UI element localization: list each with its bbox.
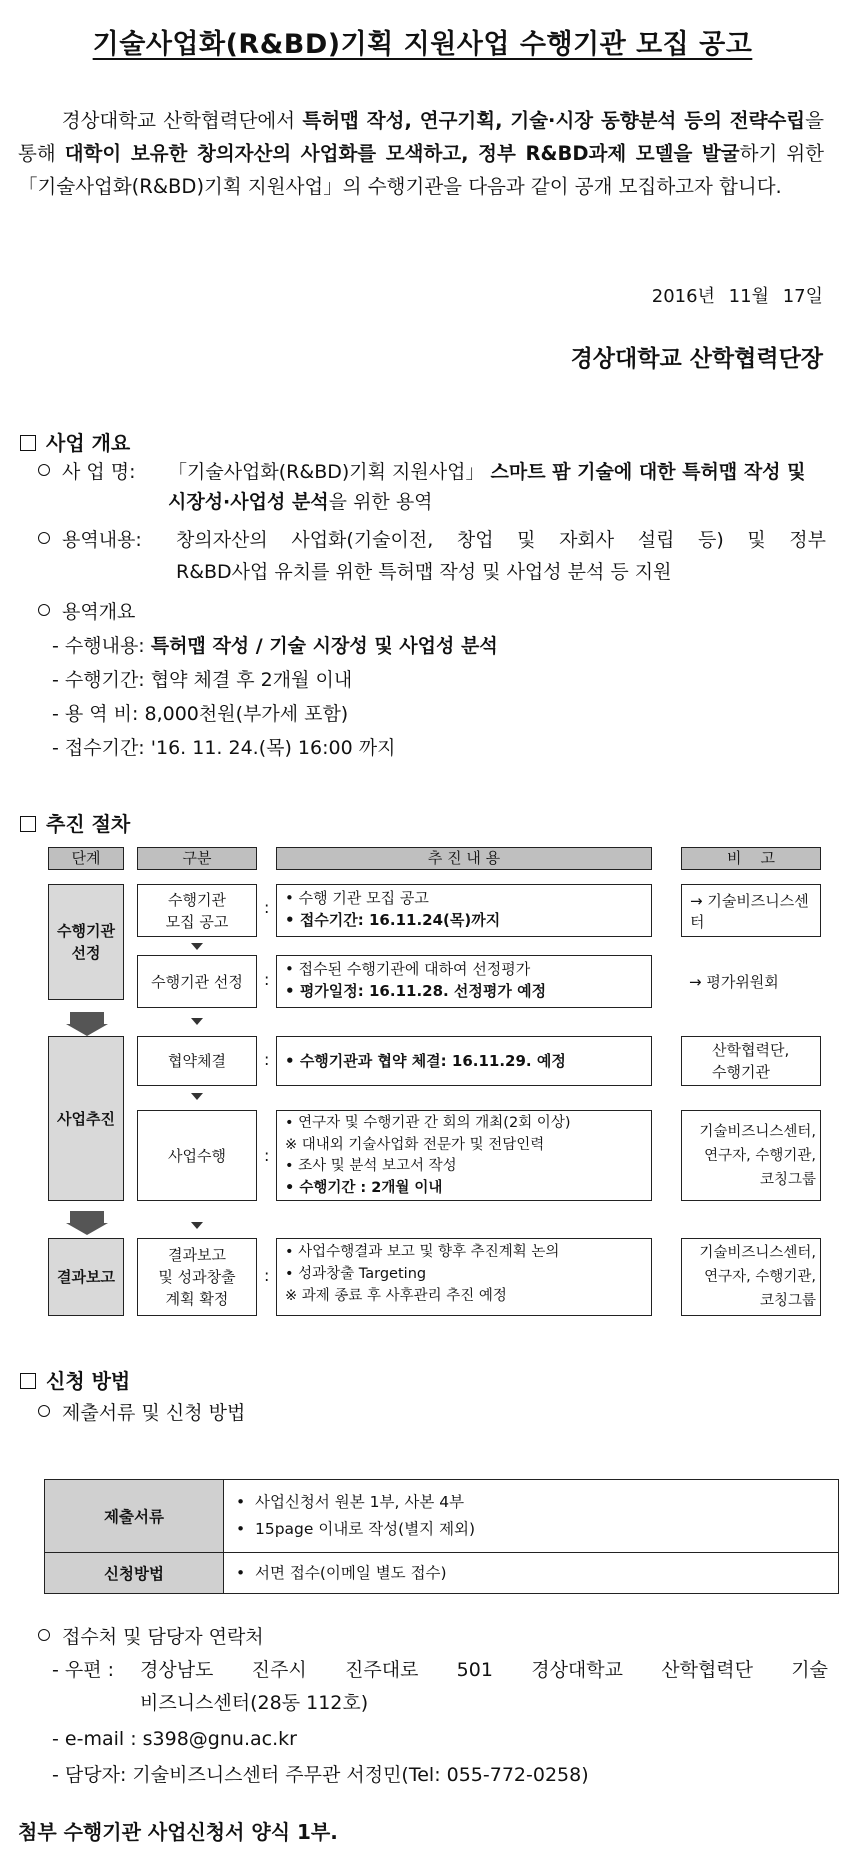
project-name-value bbox=[168, 457, 828, 517]
content-line: • 접수기간: 16.11.24(목)까지 bbox=[285, 911, 501, 929]
content-line: • 접수된 수행기관에 대하여 선정평가 bbox=[285, 960, 531, 978]
checkbox-square-icon bbox=[20, 435, 36, 451]
table-cell bbox=[224, 1553, 839, 1594]
stage-selection: 수행기관 선정 bbox=[48, 884, 124, 1000]
note-result: 기술비즈니스센터, 연구자, 수행기관, 코칭그룹 bbox=[681, 1238, 821, 1316]
intro-text-3: 하기 위한 「기술사업화(R&BD)기획 지원사업」의 수행기관을 다음과 같이 공개 모집하고자 합니다. bbox=[18, 142, 825, 198]
content-line: • 사업수행결과 보고 및 향후 추진계획 논의 bbox=[285, 1244, 560, 1260]
circle-bullet-icon bbox=[38, 532, 50, 544]
table-item-text: 사업신청서 원본 1부, 사본 4부 bbox=[255, 1493, 465, 1511]
table-item-text: 15page 이내로 작성(별지 제외) bbox=[255, 1520, 476, 1538]
summary-item-value: 협약 체결 후 2개월 이내 bbox=[150, 669, 353, 691]
summary-item-label: - 수행기간: bbox=[52, 669, 151, 691]
content-line: • 수행 기관 모집 공고 bbox=[285, 889, 429, 907]
colon-separator: : bbox=[264, 970, 270, 989]
category-result: 결과보고 및 성과창출 계획 확정 bbox=[137, 1238, 257, 1316]
checkbox-square-icon bbox=[20, 1373, 36, 1389]
table-item: • 15page 이내로 작성(별지 제외) bbox=[236, 1520, 476, 1538]
table-item: • 사업신청서 원본 1부, 사본 4부 bbox=[236, 1493, 465, 1511]
project-name-label: 사 업 명: bbox=[62, 461, 136, 483]
content-text: 조사 및 분석 보고서 작성 bbox=[298, 1158, 457, 1174]
contact-heading bbox=[38, 1622, 264, 1652]
intro-text-1: 경상대학교 산학협력단에서 bbox=[61, 109, 303, 132]
content-text: 평가일정: 16.11.28. 선정평가 예정 bbox=[299, 982, 547, 1000]
content-contract: • 수행기관과 협약 체결: 16.11.29. 예정 bbox=[276, 1036, 652, 1086]
circle-bullet-icon bbox=[38, 1405, 50, 1417]
checkbox-square-icon bbox=[20, 816, 36, 832]
content-text: 접수된 수행기관에 대하여 선정평가 bbox=[298, 960, 531, 978]
content-text: 접수기간: 16.11.24(목)까지 bbox=[299, 911, 501, 929]
category-select: 수행기관 선정 bbox=[137, 955, 257, 1008]
summary-item bbox=[52, 733, 395, 763]
small-down-arrow-icon bbox=[191, 1093, 203, 1100]
contact-manager: - 담당자: 기술비즈니스센터 주무관 서정민(Tel: 055-772-0258) bbox=[52, 1764, 589, 1786]
intro-bold-1: 특허맵 작성, 연구기획, 기술·시장 동향분석 등의 전략수립 bbox=[302, 109, 806, 132]
down-arrow-icon bbox=[70, 1012, 104, 1024]
header-category: 구분 bbox=[137, 847, 257, 870]
stage-execution: 사업추진 bbox=[48, 1036, 124, 1201]
summary-item-label: - 접수기간: bbox=[52, 737, 151, 759]
announcement-date: 2016년 11월 17일 bbox=[651, 286, 823, 307]
content-result bbox=[276, 1238, 652, 1316]
contact-heading-text: 접수처 및 담당자 연락처 bbox=[62, 1626, 264, 1648]
table-row bbox=[45, 1553, 839, 1594]
stage-result: 결과보고 bbox=[48, 1238, 124, 1316]
address-label: - 우편 : bbox=[52, 1659, 115, 1681]
content-line bbox=[285, 1285, 643, 1307]
content-text: 수행 기관 모집 공고 bbox=[298, 889, 429, 907]
section-procedure-heading bbox=[20, 808, 130, 837]
apply-sub-text: 제출서류 및 신청 방법 bbox=[62, 1402, 246, 1424]
apply-table bbox=[44, 1479, 839, 1594]
colon-separator: : bbox=[264, 1050, 270, 1069]
content-line bbox=[285, 1135, 643, 1157]
table-cell bbox=[224, 1480, 839, 1553]
service-content-row bbox=[38, 525, 142, 555]
intro-text-2: 을 통해 bbox=[18, 109, 824, 165]
section-overview-title: 사업 개요 bbox=[46, 431, 131, 455]
service-summary-row bbox=[38, 597, 135, 627]
section-overview-heading bbox=[20, 427, 130, 456]
category-contract: 협약체결 bbox=[137, 1036, 257, 1086]
summary-item-label: - 수행내용: bbox=[52, 635, 151, 657]
service-content-line1: 창의자산의 사업화(기술이전, 창업 및 자회사 설립 등) 및 정부 bbox=[176, 529, 826, 551]
category-recruit: 수행기관 모집 공고 bbox=[137, 884, 257, 937]
content-execution bbox=[276, 1110, 652, 1201]
summary-item-value: 특허맵 작성 / 기술 시장성 및 사업성 분석 bbox=[150, 635, 498, 657]
service-content-label: 용역내용: bbox=[62, 529, 142, 551]
document-title: 기술사업화(R&BD)기획 지원사업 수행기관 모집 공고 bbox=[92, 29, 753, 60]
section-procedure-title: 추진 절차 bbox=[46, 812, 131, 836]
project-name-plain: 「기술사업화(R&BD)기획 지원사업」 bbox=[168, 461, 485, 483]
project-name-tail: 을 위한 용역 bbox=[328, 491, 433, 513]
content-text: 성과창출 Targeting bbox=[298, 1266, 427, 1282]
table-head-cell: 신청방법 bbox=[45, 1553, 224, 1594]
table-item-text: 서면 접수(이메일 별도 접수) bbox=[255, 1563, 447, 1582]
header-stage: 단계 bbox=[48, 847, 124, 870]
colon-separator: : bbox=[264, 1146, 270, 1165]
table-row bbox=[45, 1480, 839, 1553]
small-down-arrow-icon bbox=[191, 943, 203, 950]
circle-bullet-icon bbox=[38, 1629, 50, 1641]
summary-item bbox=[52, 699, 348, 729]
apply-sub-heading bbox=[38, 1398, 245, 1428]
contact-email: - e-mail : s398@gnu.ac.kr bbox=[52, 1728, 297, 1750]
intro-bold-2: 대학이 보유한 창의자산의 사업화를 모색하고, 정부 R&BD과제 모델을 발굴 bbox=[64, 142, 740, 165]
small-down-arrow-icon bbox=[191, 1222, 203, 1229]
content-text: ※ 대내외 기술사업화 전문가 및 전담인력 bbox=[285, 1136, 545, 1153]
address-line2: 비즈니스센터(28동 112호) bbox=[140, 1692, 369, 1714]
content-line: • 연구자 및 수행기관 간 회의 개최(2회 이상) bbox=[285, 1115, 571, 1131]
section-apply-title: 신청 방법 bbox=[46, 1369, 131, 1393]
note-recruit: → 기술비즈니스센터 bbox=[681, 884, 821, 937]
summary-item bbox=[52, 631, 498, 661]
content-recruit bbox=[276, 884, 652, 937]
category-execution: 사업수행 bbox=[137, 1110, 257, 1201]
content-text: 연구자 및 수행기관 간 회의 개최(2회 이상) bbox=[298, 1115, 571, 1131]
summary-item-value: 8,000천원(부가세 포함) bbox=[144, 703, 349, 725]
circle-bullet-icon bbox=[38, 604, 50, 616]
organization-signature: 경상대학교 산학협력단장 bbox=[570, 346, 823, 372]
project-name-bold: 스마트 팜 기술에 대한 특허맵 작성 및 시장성·사업성 분석 bbox=[168, 461, 806, 513]
content-line: • 평가일정: 16.11.28. 선정평가 예정 bbox=[285, 982, 547, 1000]
down-arrow-icon bbox=[70, 1211, 104, 1223]
section-apply-heading bbox=[20, 1365, 130, 1394]
content-text: 수행기관과 협약 체결: 16.11.29. 예정 bbox=[299, 1052, 566, 1070]
content-line: • 수행기간 : 2개월 이내 bbox=[285, 1179, 443, 1196]
content-select bbox=[276, 955, 652, 1008]
content-text: ※ 과제 종료 후 사후관리 추진 예정 bbox=[285, 1288, 507, 1304]
intro-paragraph bbox=[18, 104, 824, 203]
content-line: • 성과창출 Targeting bbox=[285, 1266, 427, 1282]
summary-item bbox=[52, 665, 352, 695]
summary-item-value: '16. 11. 24.(목) 16:00 까지 bbox=[150, 737, 396, 759]
header-note: 비 고 bbox=[681, 847, 821, 870]
note-contract: 산학협력단, 수행기관 bbox=[681, 1036, 821, 1086]
note-select: → 평가위원회 bbox=[681, 955, 821, 1008]
content-text: 사업수행결과 보고 및 향후 추진계획 논의 bbox=[298, 1244, 560, 1260]
summary-item-label: - 용 역 비: bbox=[52, 703, 145, 725]
address-line1: 경상남도 진주시 진주대로 501 경상대학교 산학협력단 기술 bbox=[140, 1659, 828, 1681]
table-item: • 서면 접수(이메일 별도 접수) bbox=[236, 1563, 447, 1582]
content-line: • 조사 및 분석 보고서 작성 bbox=[285, 1158, 457, 1174]
table-head-cell: 제출서류 bbox=[45, 1480, 224, 1553]
circle-bullet-icon bbox=[38, 464, 50, 476]
small-down-arrow-icon bbox=[191, 1018, 203, 1025]
colon-separator: : bbox=[264, 1266, 270, 1285]
attachment-note: 첨부 수행기관 사업신청서 양식 1부. bbox=[18, 1820, 338, 1844]
service-summary-label: 용역개요 bbox=[62, 601, 136, 623]
colon-separator: : bbox=[264, 898, 270, 917]
service-content-line2: R&BD사업 유치를 위한 특허맵 작성 및 사업성 분석 등 지원 bbox=[176, 561, 672, 583]
content-text: 수행기간 : 2개월 이내 bbox=[299, 1179, 443, 1196]
note-execution: 기술비즈니스센터, 연구자, 수행기관, 코칭그룹 bbox=[681, 1110, 821, 1201]
header-content: 추 진 내 용 bbox=[276, 847, 652, 870]
